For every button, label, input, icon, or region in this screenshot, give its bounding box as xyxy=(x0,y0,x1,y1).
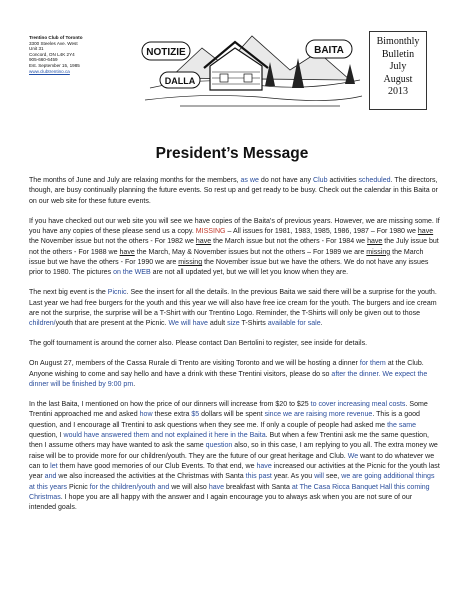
p1-text-f: scheduled xyxy=(358,177,391,184)
p6-text-ai: . I hope you are all happy with the answer and I again encourage you to always ask when you are not sure of our intended goals. xyxy=(29,493,413,512)
p6-text-q: want to do whatever we can to xyxy=(29,452,435,470)
baita-logo xyxy=(140,18,365,110)
p6-text-m: . But when a few Trentini ask me the same question, then I assume others may have wanted to ask the same xyxy=(29,431,429,450)
p6-text-j: the same xyxy=(387,421,417,429)
p1-text-a: The months of June and July are relaxing months for the members, xyxy=(29,177,241,184)
p3-text-d: children/ xyxy=(29,320,56,328)
p3-text-k: . xyxy=(320,320,323,328)
p3-text-b: Picnic xyxy=(107,289,127,297)
club-address1: 3300 Steeles Ave. West xyxy=(29,40,78,46)
p2-text-l: missing xyxy=(366,248,391,256)
p6-text-p: We xyxy=(347,452,359,460)
p3-text-c: . See the insert for all the details. In the previous Baita we said there will be a surprise for the youth. Last year we had free burgers for the youth and this year we will also have free ice cream for the youth. The burgers and ice cream are not the surprise, the surprise will be a T-Shirt with our Trentino Logo. Reminder, the T-Shirts will only be given out to those xyxy=(29,289,437,317)
p6-text-e: these extra xyxy=(152,411,192,419)
club-city: Concord, ON L4K 2Y4 xyxy=(29,51,75,57)
paragraph-2 xyxy=(29,217,441,279)
club-name: Trentino Club of Toronto xyxy=(29,35,83,40)
paragraph-1 xyxy=(29,176,441,207)
p6-text-af: have xyxy=(208,483,225,491)
p3-text-f: We will have xyxy=(168,320,208,328)
p5-text-d: after the dinner. We expect the dinner will be finished by 9:00 pm xyxy=(29,370,428,388)
p6-text-o: also, so in this case, I am replying to you all. The extra money we raise will be to provide more for our children/youth. They are the future of our great heritage and Club. xyxy=(29,442,438,460)
p5-text-c: at the Club. Anyone wishing to come and say hello and have a drink with these Trentini visitors, please do so xyxy=(29,360,424,378)
p6-text-s: them have good memories of our Club Events. To that end, we xyxy=(57,462,257,470)
p5-text-b: for them xyxy=(359,360,386,368)
p6-text-y: year. As you xyxy=(271,473,315,481)
paragraph-6 xyxy=(29,400,441,514)
p1-text-g: . The directors, though, are busy continually planning the future events. So rest up and get ready to be busy. Check out the calendar in this Baita or on our web site for these future events. xyxy=(29,177,438,205)
bulletin-line4: August xyxy=(383,73,413,85)
p6-text-ag: breakfast with Santa xyxy=(224,483,292,491)
p2-text-h: have xyxy=(367,238,383,246)
p6-text-a: In the last Baita, I mentioned on how the price of our dinners will increase from $20 to $25 xyxy=(29,400,311,408)
p6-text-w: we also increased the activities at the Christmas with Santa xyxy=(56,473,246,481)
paragraph-5 xyxy=(29,359,441,390)
message-body xyxy=(29,176,441,523)
p1-text-b: as we xyxy=(240,177,259,184)
p2-text-i: the July issue but not the others - For 1988 we xyxy=(29,238,439,256)
p2-text-k: the March, May & November issues but not the others – For 1989 we are xyxy=(134,248,367,256)
p6-text-c: . Some Trentini approached me and asked xyxy=(29,400,428,419)
bulletin-box xyxy=(369,31,427,110)
logo-word1: NOTIZIE xyxy=(146,47,186,58)
p2-text-g: the March issue but not the others - For 1984 we xyxy=(211,238,368,246)
p6-text-l: would have answered them and not explained it here in the Baita xyxy=(63,431,266,439)
club-phone: 905-660-6459 xyxy=(29,57,58,63)
paragraph-4: The golf tournament is around the corner also. Please contact Dan Bertolini to register, see inside for details. xyxy=(29,340,368,348)
paragraph-3 xyxy=(29,288,441,329)
p6-text-t: have xyxy=(256,462,272,470)
club-info xyxy=(29,35,149,74)
bulletin-line1: Bimonthly xyxy=(376,36,420,47)
p2-text-a: If you have checked out our web site you will see we have copies of the Baita’s of previous years. However, we are missing some. If you have any copies of these please send us a copy. xyxy=(29,217,440,235)
p6-text-aa: see, xyxy=(323,473,342,481)
p6-text-ae: we will also xyxy=(169,483,209,491)
p1-text-e: activities xyxy=(327,177,359,184)
p6-text-ad: for the children/youth and xyxy=(89,483,170,491)
club-website-link[interactable]: www.clubtrentino.ca xyxy=(29,68,70,74)
p2-text-m: the March issue but we have the others - For 1990 we are xyxy=(29,248,424,266)
p6-text-d: how xyxy=(139,411,153,419)
p3-text-e: youth that are present at the Picnic. xyxy=(55,320,169,328)
p6-text-g: dollars will be spent xyxy=(199,411,265,419)
p6-text-x: this past xyxy=(245,473,272,481)
p5-text-a: On August 27, members of the Cassa Rurale di Trento are visiting Toronto and we will be hosting a dinner xyxy=(29,360,360,368)
logo-word3: BAITA xyxy=(314,45,344,56)
p3-text-a: The next big event is the xyxy=(29,289,108,297)
club-address2: Unit 31 xyxy=(29,46,44,52)
p6-text-n: question xyxy=(205,442,233,450)
p2-text-j: have xyxy=(119,248,135,256)
p6-text-i: . This is a good question, and I encourage all Trentini to ask questions when they see me. If only a couple of people had asked me xyxy=(29,411,420,429)
p5-text-e: . xyxy=(133,380,136,388)
p1-text-d: Club xyxy=(313,177,328,184)
p6-text-h: since we are raising more revenue xyxy=(264,411,373,419)
p1-text-c: do not have any xyxy=(258,177,314,184)
bulletin-line3: July xyxy=(389,61,407,73)
p3-text-i: T-Shirts xyxy=(239,320,268,328)
p2-text-c: – All issues for 1981, 1983, 1985, 1986, 1987 – For 1980 we xyxy=(225,227,418,235)
p6-text-ab: we are going additional things at this years xyxy=(29,473,435,491)
p3-text-g: adult xyxy=(207,320,228,328)
p2-text-n: missing xyxy=(178,259,203,266)
p2-text-o: the November issue but we have the others. We do not have any issues prior to 1980. The pictures xyxy=(29,259,429,277)
page-title: President’s Message xyxy=(155,145,309,162)
p2-text-d: have xyxy=(417,227,434,235)
p6-text-z: will xyxy=(314,473,324,481)
p6-text-k: question, I xyxy=(29,431,64,439)
p6-text-ah: at The Casa Ricca Banquet Hall this coming Christmas xyxy=(29,483,430,501)
p6-text-v: and xyxy=(44,473,57,481)
header xyxy=(0,0,464,125)
bulletin-line5: 2013 xyxy=(388,86,408,98)
p6-text-r: let xyxy=(50,462,58,470)
p6-text-ac: Picnic xyxy=(67,483,90,491)
logo-word2: DALLA xyxy=(164,76,196,86)
p6-text-u: increased our activities at the Picnic for the youth last year xyxy=(29,462,440,481)
p3-text-h: size xyxy=(227,320,240,328)
p6-text-b: to cover increasing meal costs xyxy=(310,400,406,408)
club-established: Est. September 15, 1985 xyxy=(29,62,80,68)
p2-text-e: the November issue but not the others - For 1982 we xyxy=(29,238,196,246)
p2-text-p: on the WEB xyxy=(113,269,151,277)
p2-text-b: MISSING xyxy=(195,227,226,235)
p2-text-f: have xyxy=(195,238,212,246)
p2-text-q: are not all updated yet, but we will let you know when they are. xyxy=(150,269,349,277)
bulletin-line2: Bulletin xyxy=(381,48,415,60)
p3-text-j: available for sale xyxy=(267,320,321,328)
p6-text-f: $5 xyxy=(191,411,200,419)
